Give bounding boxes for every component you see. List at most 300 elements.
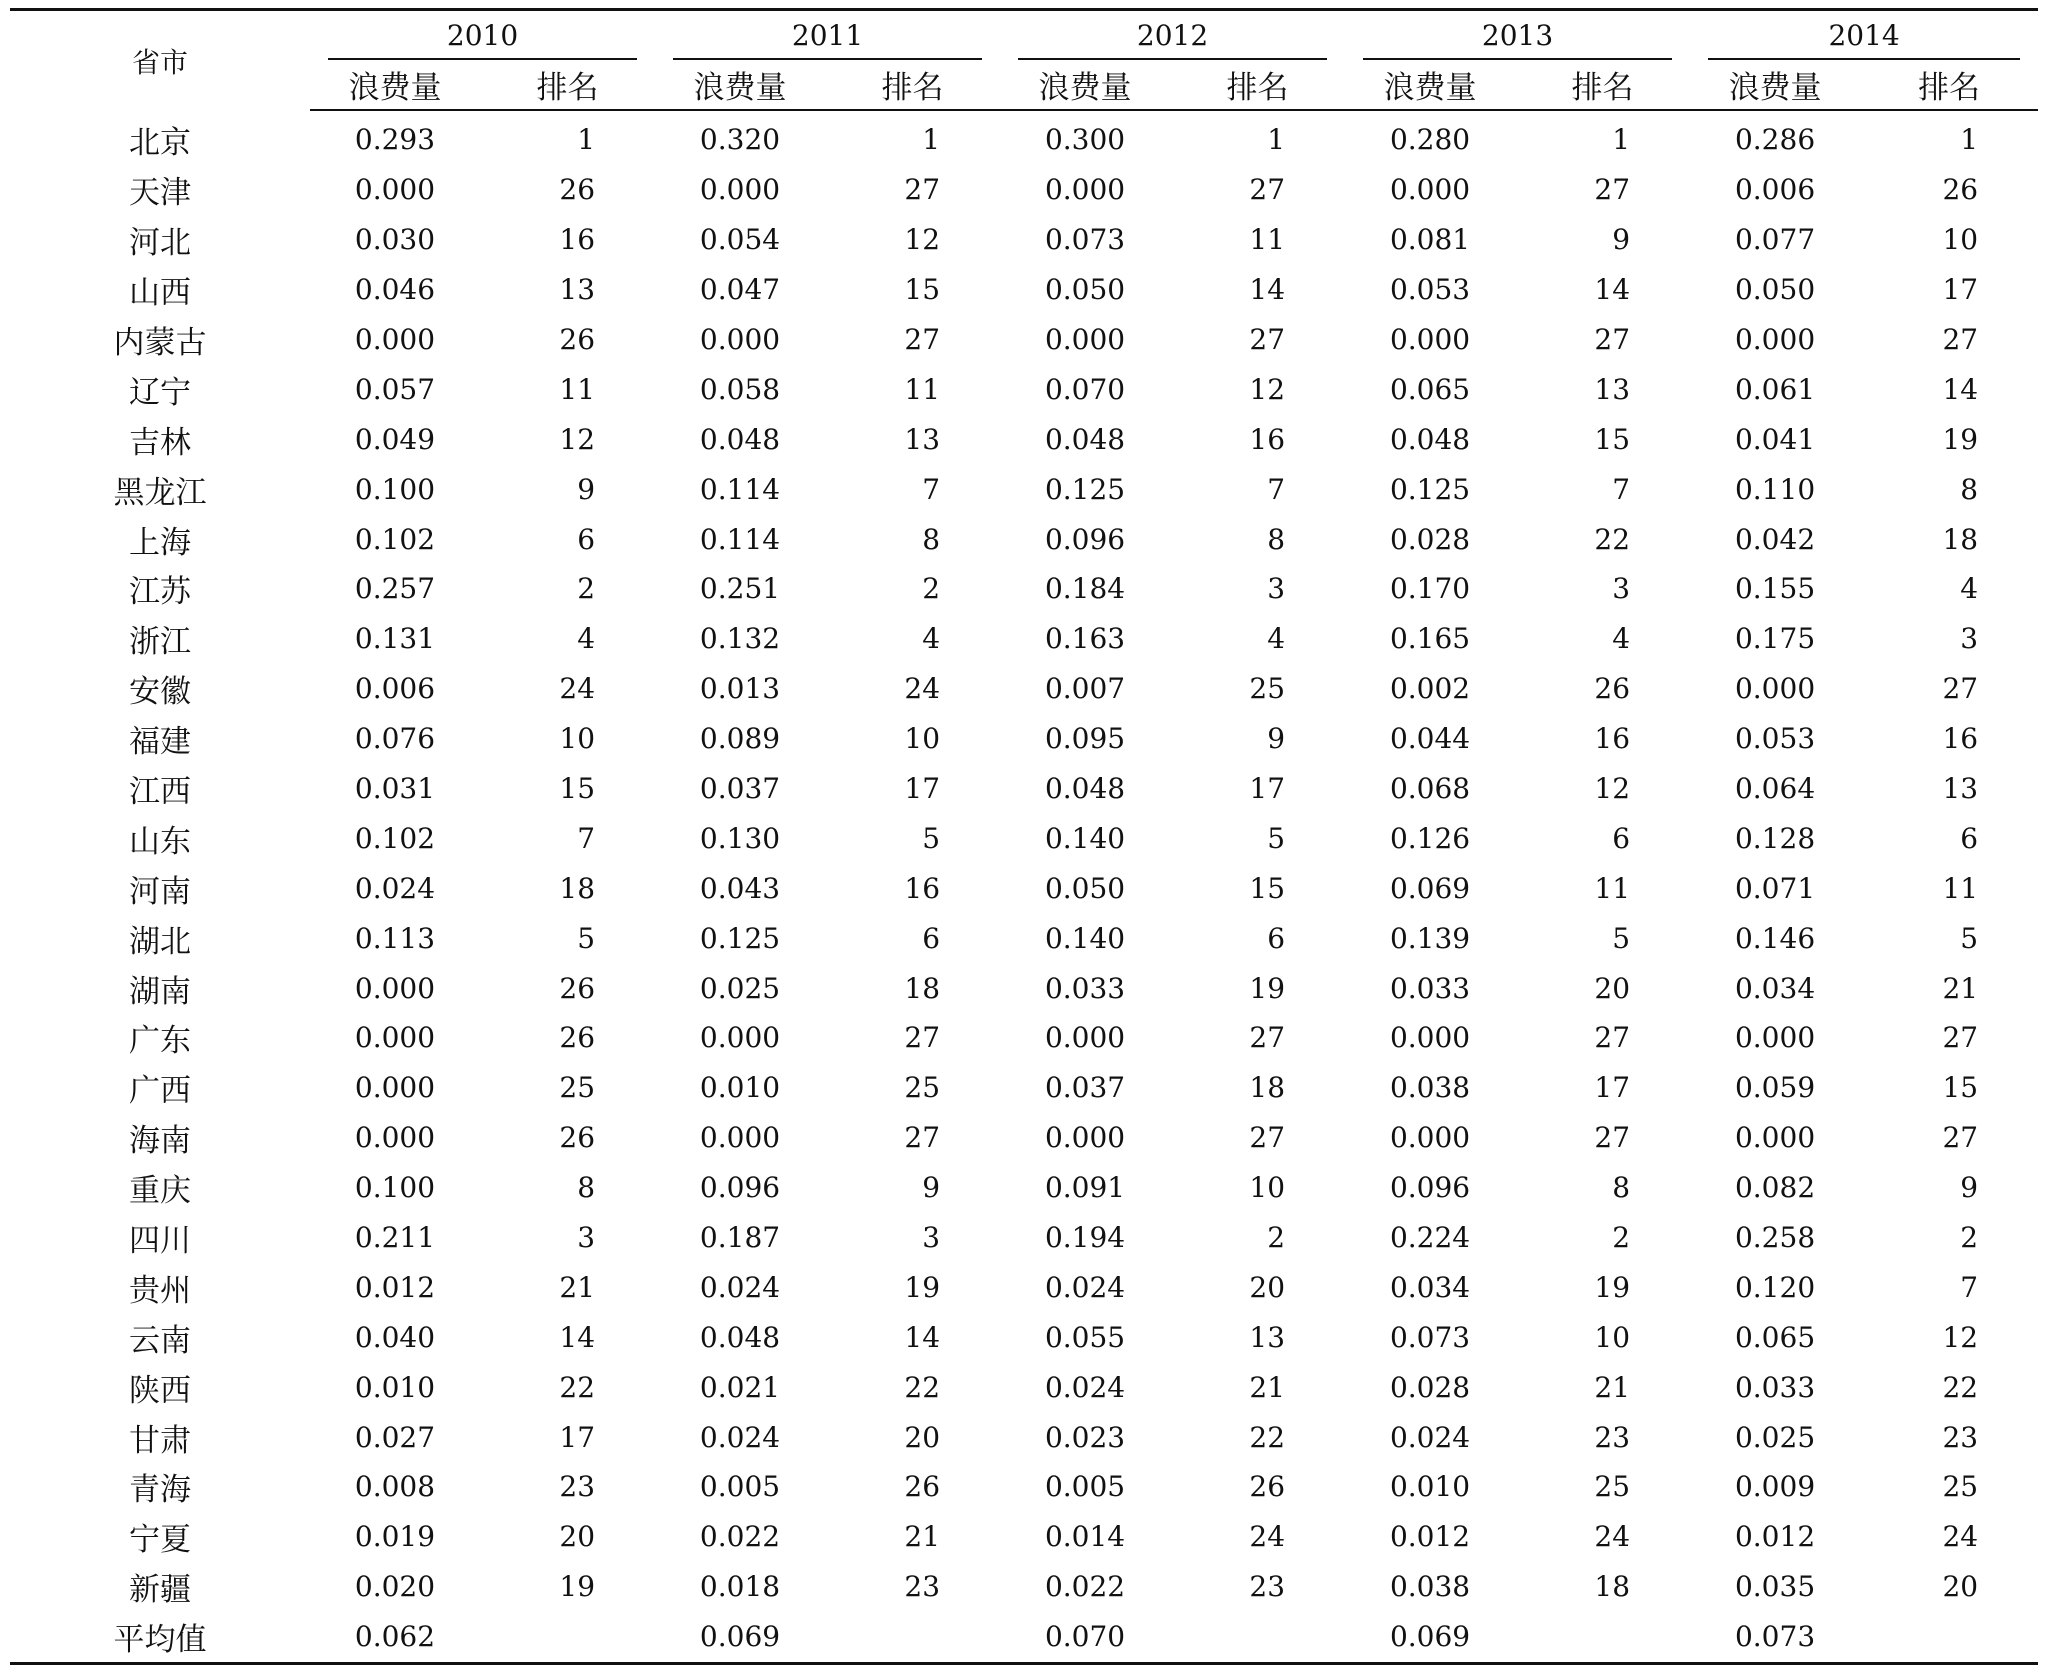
- year-header-2010: [310, 10, 655, 61]
- year-label: 2013: [1481, 19, 1554, 52]
- waste-value-cell: 0.009: [1734, 1470, 1816, 1504]
- rank-value-cell: 24: [1249, 1520, 1286, 1554]
- province-cell: 湖北: [129, 923, 191, 960]
- rank-column-header: 排名: [480, 60, 655, 110]
- rank-value-cell: 13: [1594, 372, 1631, 406]
- rank-value-cell: 26: [1249, 1470, 1286, 1504]
- table-row: [10, 110, 2038, 165]
- rank-value-cell: 24: [1594, 1520, 1631, 1554]
- rank-value-cell: 27: [1942, 672, 1979, 706]
- rank-value-cell: 25: [559, 1071, 596, 1105]
- province-cell: 福建: [129, 724, 191, 761]
- rank-value-cell: 8: [1267, 522, 1286, 556]
- waste-value-cell: 0.038: [1389, 1071, 1471, 1105]
- rank-value-cell: 27: [1249, 1121, 1286, 1155]
- rank-value-cell: 24: [904, 672, 941, 706]
- rank-value-cell: 27: [904, 1021, 941, 1055]
- waste-value-cell: 0.018: [699, 1570, 781, 1604]
- rank-value-cell: 21: [1249, 1370, 1286, 1404]
- rank-value-cell: 18: [1942, 522, 1979, 556]
- waste-column-header: 浪费量: [1345, 60, 1515, 110]
- rank-value-cell: 16: [1249, 422, 1286, 456]
- table-row: [10, 514, 2038, 564]
- waste-value-cell: 0.000: [354, 1071, 436, 1105]
- waste-value-cell: 0.042: [1734, 522, 1816, 556]
- rank-value-cell: 26: [559, 173, 596, 207]
- waste-value-cell: 0.050: [1044, 871, 1126, 905]
- waste-value-cell: 0.293: [354, 123, 436, 157]
- waste-value-cell: 0.048: [1044, 772, 1126, 806]
- waste-value-cell: 0.126: [1389, 821, 1471, 855]
- waste-value-cell: 0.280: [1389, 123, 1471, 157]
- table-row: [10, 1512, 2038, 1562]
- rank-value-cell: 23: [1942, 1420, 1979, 1454]
- rank-value-cell: 19: [559, 1570, 596, 1604]
- waste-value-cell: 0.012: [1734, 1520, 1816, 1554]
- waste-value-cell: 0.110: [1734, 472, 1816, 506]
- rank-value-cell: 27: [1594, 173, 1631, 207]
- rank-value-cell: 1: [1960, 123, 1979, 157]
- waste-value-cell: 0.037: [1044, 1071, 1126, 1105]
- province-column-header: 省市: [131, 45, 188, 79]
- waste-value-cell: 0.006: [1734, 173, 1816, 207]
- rank-value-cell: 3: [1960, 622, 1979, 656]
- waste-value-cell: 0.053: [1734, 722, 1816, 756]
- waste-value-cell: 0.102: [354, 522, 436, 556]
- province-cell: 天津: [129, 175, 191, 212]
- rank-value-cell: 14: [1942, 372, 1979, 406]
- waste-value-cell: 0.050: [1734, 273, 1816, 307]
- rank-value-cell: 23: [1594, 1420, 1631, 1454]
- rank-column-header: 排名: [1515, 60, 1690, 110]
- waste-value-cell: 0.013: [699, 672, 781, 706]
- rank-value-cell: 12: [1942, 1320, 1979, 1354]
- rank-value-cell: 8: [577, 1171, 596, 1205]
- rank-value-cell: 14: [559, 1320, 596, 1354]
- waste-value-cell: 0.023: [1044, 1420, 1126, 1454]
- waste-column-header: 浪费量: [1690, 60, 1860, 110]
- waste-value-cell: 0.044: [1389, 722, 1471, 756]
- rank-value-cell: 12: [904, 223, 941, 257]
- rank-value-cell: 1: [922, 123, 941, 157]
- rank-column-header: 排名: [825, 60, 1000, 110]
- waste-value-cell: 0.000: [699, 323, 781, 356]
- waste-column-header: 浪费量: [310, 60, 480, 110]
- waste-value-cell: 0.257: [354, 572, 436, 606]
- waste-value-cell: 0.071: [1734, 871, 1816, 905]
- rank-value-cell: 1: [577, 123, 596, 157]
- province-cell: 山东: [129, 823, 191, 860]
- rank-value-cell: 11: [904, 372, 941, 406]
- waste-value-cell: 0.000: [1389, 1121, 1471, 1155]
- province-cell: 广西: [129, 1073, 191, 1110]
- rank-value-cell: 12: [1249, 372, 1286, 406]
- waste-value-cell: 0.027: [354, 1420, 436, 1454]
- waste-value-cell: 0.096: [699, 1171, 781, 1205]
- waste-value-cell: 0.069: [699, 1620, 781, 1654]
- waste-value-cell: 0.068: [1389, 772, 1471, 806]
- waste-value-cell: 0.064: [1734, 772, 1816, 806]
- data-table-container: [10, 8, 2038, 1665]
- rank-value-cell: 27: [1942, 323, 1979, 356]
- rank-value-cell: [825, 1612, 1000, 1663]
- waste-value-cell: 0.028: [1389, 1370, 1471, 1404]
- table-row: [10, 1462, 2038, 1512]
- province-cell: 贵州: [129, 1272, 191, 1309]
- rank-value-cell: 21: [904, 1520, 941, 1554]
- province-cell: 江苏: [129, 574, 191, 611]
- rank-value-cell: 8: [1960, 472, 1979, 506]
- rank-value-cell: 4: [577, 622, 596, 656]
- rank-value-cell: 27: [1249, 173, 1286, 207]
- rank-value-cell: 19: [1594, 1270, 1631, 1304]
- waste-value-cell: 0.038: [1389, 1570, 1471, 1604]
- rank-value-cell: 26: [1942, 173, 1979, 207]
- waste-value-cell: 0.251: [699, 572, 781, 606]
- waste-value-cell: 0.012: [1389, 1520, 1471, 1554]
- table-row: [10, 764, 2038, 814]
- waste-value-cell: 0.082: [1734, 1171, 1816, 1205]
- rank-value-cell: 6: [922, 921, 941, 955]
- waste-value-cell: 0.010: [1389, 1470, 1471, 1504]
- waste-value-cell: 0.002: [1389, 672, 1471, 706]
- waste-value-cell: 0.069: [1389, 871, 1471, 905]
- table-row: [10, 1612, 2038, 1663]
- waste-value-cell: 0.025: [1734, 1420, 1816, 1454]
- rank-value-cell: 13: [559, 273, 596, 307]
- rank-value-cell: 9: [1612, 223, 1631, 257]
- rank-value-cell: 7: [577, 821, 596, 855]
- rank-value-cell: 10: [904, 722, 941, 756]
- waste-value-cell: 0.155: [1734, 572, 1816, 606]
- rank-value-cell: 17: [1249, 772, 1286, 806]
- province-cell: 云南: [129, 1322, 191, 1359]
- waste-value-cell: 0.114: [699, 522, 781, 556]
- table-body: [10, 110, 2038, 1663]
- rank-value-cell: 26: [559, 971, 596, 1005]
- table-row: [10, 1312, 2038, 1362]
- rank-value-cell: 20: [559, 1520, 596, 1554]
- rank-value-cell: 5: [1267, 821, 1286, 855]
- waste-value-cell: 0.211: [354, 1221, 436, 1255]
- year-header-2013: [1345, 10, 1690, 61]
- waste-value-cell: 0.125: [699, 921, 781, 955]
- rank-value-cell: 4: [1960, 572, 1979, 606]
- waste-value-cell: 0.073: [1044, 223, 1126, 257]
- waste-value-cell: 0.286: [1734, 123, 1816, 157]
- rank-value-cell: 10: [1594, 1320, 1631, 1354]
- waste-value-cell: 0.035: [1734, 1570, 1816, 1604]
- rank-value-cell: 26: [904, 1470, 941, 1504]
- waste-value-cell: 0.033: [1389, 971, 1471, 1005]
- waste-value-cell: 0.033: [1044, 971, 1126, 1005]
- waste-value-cell: 0.055: [1044, 1320, 1126, 1354]
- waste-value-cell: 0.022: [699, 1520, 781, 1554]
- waste-value-cell: 0.033: [1734, 1370, 1816, 1404]
- rank-value-cell: 27: [1594, 1021, 1631, 1055]
- province-cell: 安徽: [129, 674, 191, 711]
- rank-value-cell: 15: [1942, 1071, 1979, 1105]
- waste-value-cell: 0.022: [1044, 1570, 1126, 1604]
- waste-value-cell: 0.048: [1044, 422, 1126, 456]
- table-row: [10, 265, 2038, 315]
- waste-value-cell: 0.000: [1734, 1121, 1816, 1155]
- waste-value-cell: 0.021: [699, 1370, 781, 1404]
- rank-value-cell: 17: [904, 772, 941, 806]
- rank-value-cell: 5: [1960, 921, 1979, 955]
- rank-value-cell: 5: [922, 821, 941, 855]
- rank-value-cell: 19: [1249, 971, 1286, 1005]
- rank-value-cell: 11: [559, 372, 596, 406]
- rank-value-cell: 7: [922, 472, 941, 506]
- table-row: [10, 1562, 2038, 1612]
- rank-value-cell: 1: [1267, 123, 1286, 157]
- rank-value-cell: 16: [904, 871, 941, 905]
- waste-value-cell: 0.046: [354, 273, 436, 307]
- waste-value-cell: 0.020: [354, 1570, 436, 1604]
- waste-value-cell: 0.065: [1389, 372, 1471, 406]
- rank-value-cell: 20: [1249, 1270, 1286, 1304]
- waste-value-cell: 0.000: [1389, 323, 1471, 356]
- waste-column-header: 浪费量: [655, 60, 825, 110]
- table-row: [10, 1163, 2038, 1213]
- rank-value-cell: 6: [1612, 821, 1631, 855]
- rank-value-cell: 2: [577, 572, 596, 606]
- waste-value-cell: 0.048: [699, 422, 781, 456]
- waste-value-cell: 0.000: [1389, 173, 1471, 207]
- waste-value-cell: 0.187: [699, 1221, 781, 1255]
- rank-value-cell: 18: [1594, 1570, 1631, 1604]
- waste-value-cell: 0.024: [1044, 1270, 1126, 1304]
- waste-value-cell: 0.043: [699, 871, 781, 905]
- waste-value-cell: 0.061: [1734, 372, 1816, 406]
- waste-value-cell: 0.113: [354, 921, 436, 955]
- rank-value-cell: 7: [1612, 472, 1631, 506]
- year-label: 2014: [1828, 19, 1900, 52]
- table-row: [10, 913, 2038, 963]
- waste-value-cell: 0.000: [1044, 1121, 1126, 1155]
- rank-value-cell: 8: [922, 522, 941, 556]
- rank-value-cell: 11: [1942, 871, 1979, 905]
- rank-value-cell: 16: [559, 223, 596, 257]
- rank-value-cell: 16: [1594, 722, 1631, 756]
- rank-value-cell: 22: [1249, 1420, 1286, 1454]
- waste-value-cell: 0.163: [1044, 622, 1126, 656]
- waste-value-cell: 0.012: [354, 1270, 436, 1304]
- waste-value-cell: 0.000: [699, 1121, 781, 1155]
- province-cell: 上海: [129, 524, 191, 561]
- province-cell: 江西: [129, 774, 191, 811]
- rank-value-cell: 10: [1942, 223, 1979, 257]
- waste-value-cell: 0.007: [1044, 672, 1126, 706]
- rank-value-cell: 14: [1249, 273, 1286, 307]
- waste-value-cell: 0.077: [1734, 223, 1816, 257]
- waste-value-cell: 0.070: [1044, 1620, 1126, 1654]
- rank-value-cell: 11: [1594, 871, 1631, 905]
- waste-value-cell: 0.000: [1044, 323, 1126, 356]
- province-cell: 四川: [129, 1223, 191, 1260]
- year-header-2014: [1690, 10, 2038, 61]
- rank-value-cell: 27: [904, 173, 941, 207]
- table-row: [10, 664, 2038, 714]
- rank-value-cell: 17: [1942, 273, 1979, 307]
- rank-value-cell: 17: [1594, 1071, 1631, 1105]
- province-cell: 河南: [129, 873, 191, 910]
- waste-value-cell: 0.096: [1044, 522, 1126, 556]
- waste-value-cell: 0.006: [354, 672, 436, 706]
- waste-value-cell: 0.130: [699, 821, 781, 855]
- year-label: 2011: [791, 19, 864, 52]
- waste-value-cell: 0.194: [1044, 1221, 1126, 1255]
- rank-value-cell: 14: [904, 1320, 941, 1354]
- rank-value-cell: 10: [1249, 1171, 1286, 1205]
- province-cell: 湖南: [129, 973, 191, 1010]
- waste-value-cell: 0.102: [354, 821, 436, 855]
- rank-value-cell: 26: [559, 323, 596, 356]
- rank-value-cell: 25: [1249, 672, 1286, 706]
- waste-value-cell: 0.165: [1389, 622, 1471, 656]
- waste-value-cell: 0.005: [699, 1470, 781, 1504]
- rank-value-cell: 4: [1612, 622, 1631, 656]
- table-row: [10, 1013, 2038, 1063]
- rank-value-cell: 27: [1594, 1121, 1631, 1155]
- waste-value-cell: 0.146: [1734, 921, 1816, 955]
- table-row: [10, 863, 2038, 913]
- waste-value-cell: 0.025: [699, 971, 781, 1005]
- rank-value-cell: 16: [1942, 722, 1979, 756]
- rank-value-cell: 6: [577, 522, 596, 556]
- rank-value-cell: 23: [904, 1570, 941, 1604]
- rank-value-cell: [480, 1612, 655, 1663]
- rank-value-cell: 15: [904, 273, 941, 307]
- waste-value-cell: 0.000: [354, 173, 436, 207]
- waste-value-cell: 0.024: [699, 1270, 781, 1304]
- rank-value-cell: 3: [577, 1221, 596, 1255]
- rank-value-cell: 2: [1612, 1221, 1631, 1255]
- table-row: [10, 1213, 2038, 1263]
- waste-value-cell: 0.000: [699, 173, 781, 207]
- waste-value-cell: 0.000: [354, 971, 436, 1005]
- data-table: [10, 8, 2038, 1665]
- rank-value-cell: 2: [1267, 1221, 1286, 1255]
- table-row: [10, 1412, 2038, 1462]
- rank-value-cell: 21: [559, 1270, 596, 1304]
- table-row: [10, 1262, 2038, 1312]
- rank-value-cell: 17: [559, 1420, 596, 1454]
- waste-value-cell: 0.300: [1044, 123, 1126, 157]
- waste-value-cell: 0.000: [1044, 173, 1126, 207]
- table-row: [10, 215, 2038, 265]
- waste-value-cell: 0.081: [1389, 223, 1471, 257]
- table-row: [10, 564, 2038, 614]
- sub-header-row: [10, 60, 2038, 110]
- rank-value-cell: 11: [1249, 223, 1286, 257]
- rank-value-cell: 7: [1267, 472, 1286, 506]
- rank-value-cell: 6: [1267, 921, 1286, 955]
- table-row: [10, 315, 2038, 365]
- province-cell: 平均值: [113, 1622, 207, 1659]
- waste-value-cell: 0.000: [354, 1121, 436, 1155]
- province-cell: 河北: [129, 225, 191, 262]
- rank-value-cell: 2: [922, 572, 941, 606]
- waste-value-cell: 0.048: [1389, 422, 1471, 456]
- waste-value-cell: 0.076: [354, 722, 436, 756]
- waste-value-cell: 0.224: [1389, 1221, 1471, 1255]
- rank-value-cell: 4: [922, 622, 941, 656]
- waste-value-cell: 0.041: [1734, 422, 1816, 456]
- waste-value-cell: 0.069: [1389, 1620, 1471, 1654]
- province-cell: 山西: [129, 275, 191, 312]
- rank-value-cell: 14: [1594, 273, 1631, 307]
- waste-value-cell: 0.096: [1389, 1171, 1471, 1205]
- waste-column-header: 浪费量: [1000, 60, 1170, 110]
- rank-value-cell: 3: [1267, 572, 1286, 606]
- rank-value-cell: 4: [1267, 622, 1286, 656]
- rank-value-cell: 3: [922, 1221, 941, 1255]
- waste-value-cell: 0.131: [354, 622, 436, 656]
- table-row: [10, 1063, 2038, 1113]
- table-row: [10, 1113, 2038, 1163]
- rank-value-cell: 9: [577, 472, 596, 506]
- waste-value-cell: 0.057: [354, 372, 436, 406]
- rank-value-cell: 8: [1612, 1171, 1631, 1205]
- rank-value-cell: 19: [1942, 422, 1979, 456]
- rank-value-cell: 12: [1594, 772, 1631, 806]
- waste-value-cell: 0.100: [354, 1171, 436, 1205]
- waste-value-cell: 0.000: [354, 1021, 436, 1055]
- waste-value-cell: 0.054: [699, 223, 781, 257]
- waste-value-cell: 0.100: [354, 472, 436, 506]
- rank-value-cell: 7: [1960, 1270, 1979, 1304]
- waste-value-cell: 0.120: [1734, 1270, 1816, 1304]
- rank-value-cell: 15: [1594, 422, 1631, 456]
- waste-value-cell: 0.008: [354, 1470, 436, 1504]
- waste-value-cell: 0.024: [699, 1420, 781, 1454]
- rank-value-cell: [1170, 1612, 1345, 1663]
- waste-value-cell: 0.000: [1734, 672, 1816, 706]
- waste-value-cell: 0.010: [354, 1370, 436, 1404]
- waste-value-cell: 0.125: [1389, 472, 1471, 506]
- waste-value-cell: 0.005: [1044, 1470, 1126, 1504]
- waste-value-cell: 0.053: [1389, 273, 1471, 307]
- rank-value-cell: 22: [1942, 1370, 1979, 1404]
- waste-value-cell: 0.184: [1044, 572, 1126, 606]
- waste-value-cell: 0.014: [1044, 1520, 1126, 1554]
- rank-value-cell: 24: [1942, 1520, 1979, 1554]
- table-row: [10, 414, 2038, 464]
- table-row: [10, 464, 2038, 514]
- waste-value-cell: 0.010: [699, 1071, 781, 1105]
- waste-value-cell: 0.000: [1389, 1021, 1471, 1055]
- rank-value-cell: 18: [559, 871, 596, 905]
- waste-value-cell: 0.320: [699, 123, 781, 157]
- waste-value-cell: 0.175: [1734, 622, 1816, 656]
- waste-value-cell: 0.073: [1734, 1620, 1816, 1654]
- rank-value-cell: 19: [904, 1270, 941, 1304]
- rank-value-cell: 21: [1594, 1370, 1631, 1404]
- waste-value-cell: 0.049: [354, 422, 436, 456]
- province-cell: 海南: [129, 1123, 191, 1160]
- rank-value-cell: [1515, 1612, 1690, 1663]
- waste-value-cell: 0.139: [1389, 921, 1471, 955]
- rank-value-cell: 18: [1249, 1071, 1286, 1105]
- waste-value-cell: 0.034: [1734, 971, 1816, 1005]
- waste-value-cell: 0.040: [354, 1320, 436, 1354]
- province-cell: 内蒙古: [113, 325, 207, 361]
- rank-value-cell: [1860, 1612, 2038, 1663]
- table-row: [10, 714, 2038, 764]
- province-cell: 青海: [129, 1472, 191, 1509]
